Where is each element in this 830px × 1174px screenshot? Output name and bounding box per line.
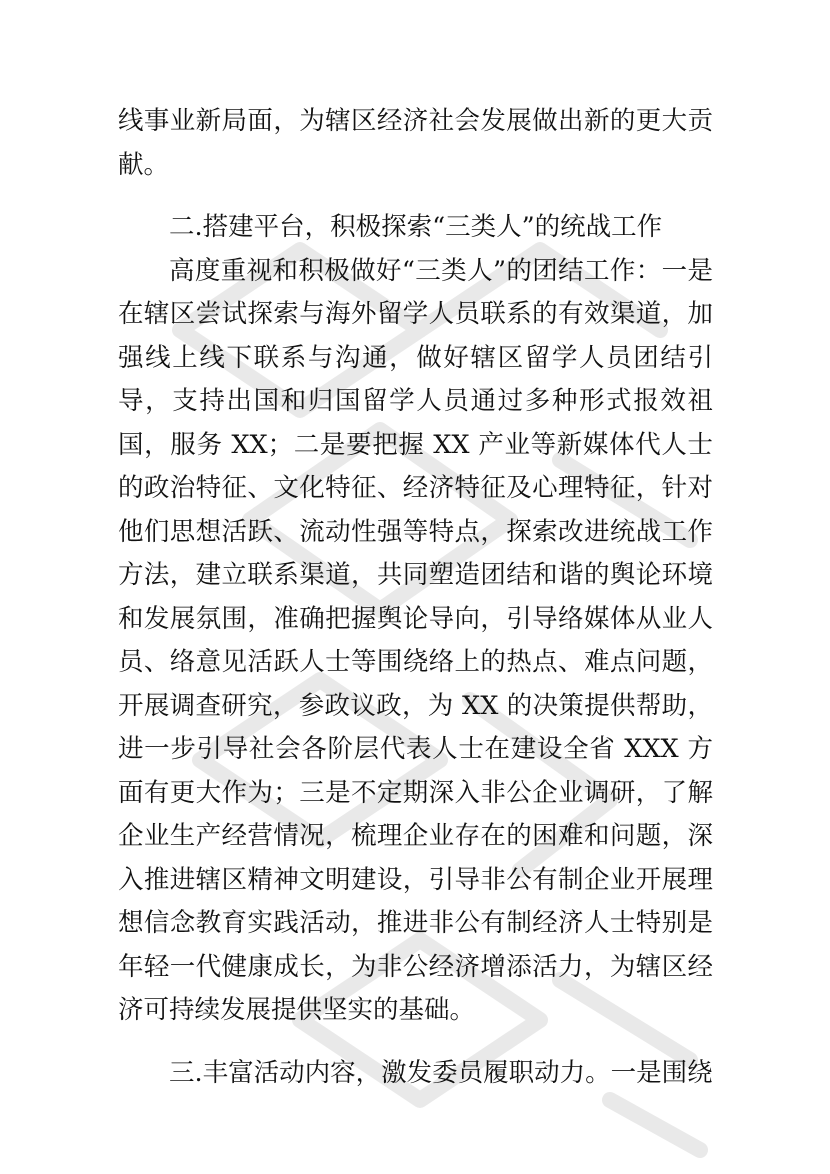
section-body-two: 高度重视和积极做好“三类人”的团结工作：一是在辖区尝试探索与海外留学人员联系的有效渠道，加强线上线下联系与沟通，做好辖区留学人员团结引导，支持出国和归国留学人员通过多种形式报效祖国，服务 XX；二是要把握 XX 产业等新媒体代人士的政治特征、文化特征、经济特征及心理特征，针对他们思想活跃、流动性强等特点，探索改进统战工作方法，建立联系渠道，共同塑造团结和谐的舆论环境和发展氛围，准确把握舆论导向，引导络媒体从业人员、络意见活跃人士等围绕络上的热点、难点问题，开展调查研究，参政议政，为 XX 的决策提供帮助，进一步引导社会各阶层代表人士在建设全省 XXX 方面有更大作为；三是不定期深入非公企业调研，了解企业生产经营情况，梳理企业存在的困难和问题，深入推进辖区精神文明建设，引导非公有制企业开展理想信念教育实践活动，推进非公有制经济人士特别是年轻一代健康成长，为非公经济增添活力，为辖区经济可持续发展提供坚实的基础。	[118, 255, 713, 1025]
section-heading-two: 二.搭建平台，积极探索“三类人”的统战工作	[169, 212, 663, 242]
section-heading-three: 三.丰富活动内容，激发委员履职动力。一是围绕	[169, 1057, 713, 1088]
paragraph-continuation: 线事业新局面，为辖区经济社会发展做出新的更大贡献。	[118, 106, 713, 180]
document-body	[118, 100, 713, 1095]
